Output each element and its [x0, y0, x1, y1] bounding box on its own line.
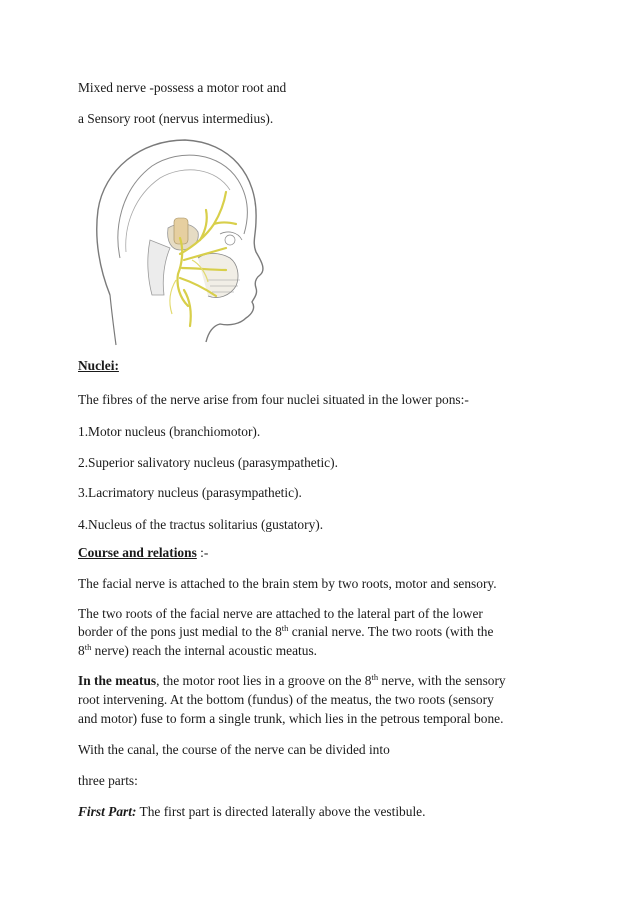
p2-text-a: border of the pons just medial to the 8 — [78, 624, 282, 639]
p2-line3-b: nerve) reach the internal acoustic meatus. — [91, 643, 318, 658]
p3-text-b: nerve, with the sensory — [378, 673, 506, 688]
first-part-line — [78, 804, 425, 820]
intro-line-2: a Sensory root (nervus intermedius). — [78, 111, 274, 126]
course-paragraph-3-line-1 — [78, 673, 506, 689]
course-paragraph-3-line-2: root intervening. At the bottom (fundus) of the meatus, the two roots (sensory — [78, 692, 494, 707]
intro-line-1: Mixed nerve -possess a motor root and — [78, 80, 287, 95]
course-paragraph-3-line-3: and motor) fuse to form a single trunk, which lies in the petrous temporal bone. — [78, 711, 504, 726]
course-heading-suffix: :- — [196, 545, 209, 560]
nuclei-heading: Nuclei: — [78, 358, 119, 373]
nucleus-item-2: 2.Superior salivatory nucleus (parasympathetic). — [78, 455, 338, 470]
p2-superscript: th — [281, 623, 289, 633]
nucleus-item-3: 3.Lacrimatory nucleus (parasympathetic). — [78, 485, 302, 500]
course-paragraph-2-line-1: The two roots of the facial nerve are attached to the lateral part of the lower — [78, 606, 483, 621]
nuclei-intro: The fibres of the nerve arise from four nuclei situated in the lower pons:- — [78, 392, 469, 407]
p3-superscript: th — [371, 672, 379, 682]
course-paragraph-2-line-2 — [78, 624, 493, 640]
p2-text-b: cranial nerve. The two roots (with the — [288, 624, 494, 639]
in-the-meatus-label: In the meatus — [78, 673, 157, 688]
course-paragraph-4-line-1: With the canal, the course of the nerve can be divided into — [78, 742, 390, 757]
course-paragraph-1: The facial nerve is attached to the brain stem by two roots, motor and sensory. — [78, 576, 497, 591]
p2-line3-superscript: th — [84, 642, 92, 652]
p2-line3-a: 8 — [78, 643, 85, 658]
course-heading-line — [78, 545, 208, 561]
course-heading: Course and relations — [78, 545, 197, 560]
facial-nerve-head-illustration-icon — [80, 130, 270, 350]
first-part-text: The first part is directed laterally above the vestibule. — [136, 804, 426, 819]
course-paragraph-4-line-2: three parts: — [78, 773, 138, 788]
first-part-label: First Part: — [78, 804, 137, 819]
course-paragraph-2-line-3 — [78, 643, 317, 659]
p3-text-a: , the motor root lies in a groove on the 8 — [156, 673, 372, 688]
nucleus-item-4: 4.Nucleus of the tractus solitarius (gustatory). — [78, 517, 324, 532]
nucleus-item-1: 1.Motor nucleus (branchiomotor). — [78, 424, 261, 439]
